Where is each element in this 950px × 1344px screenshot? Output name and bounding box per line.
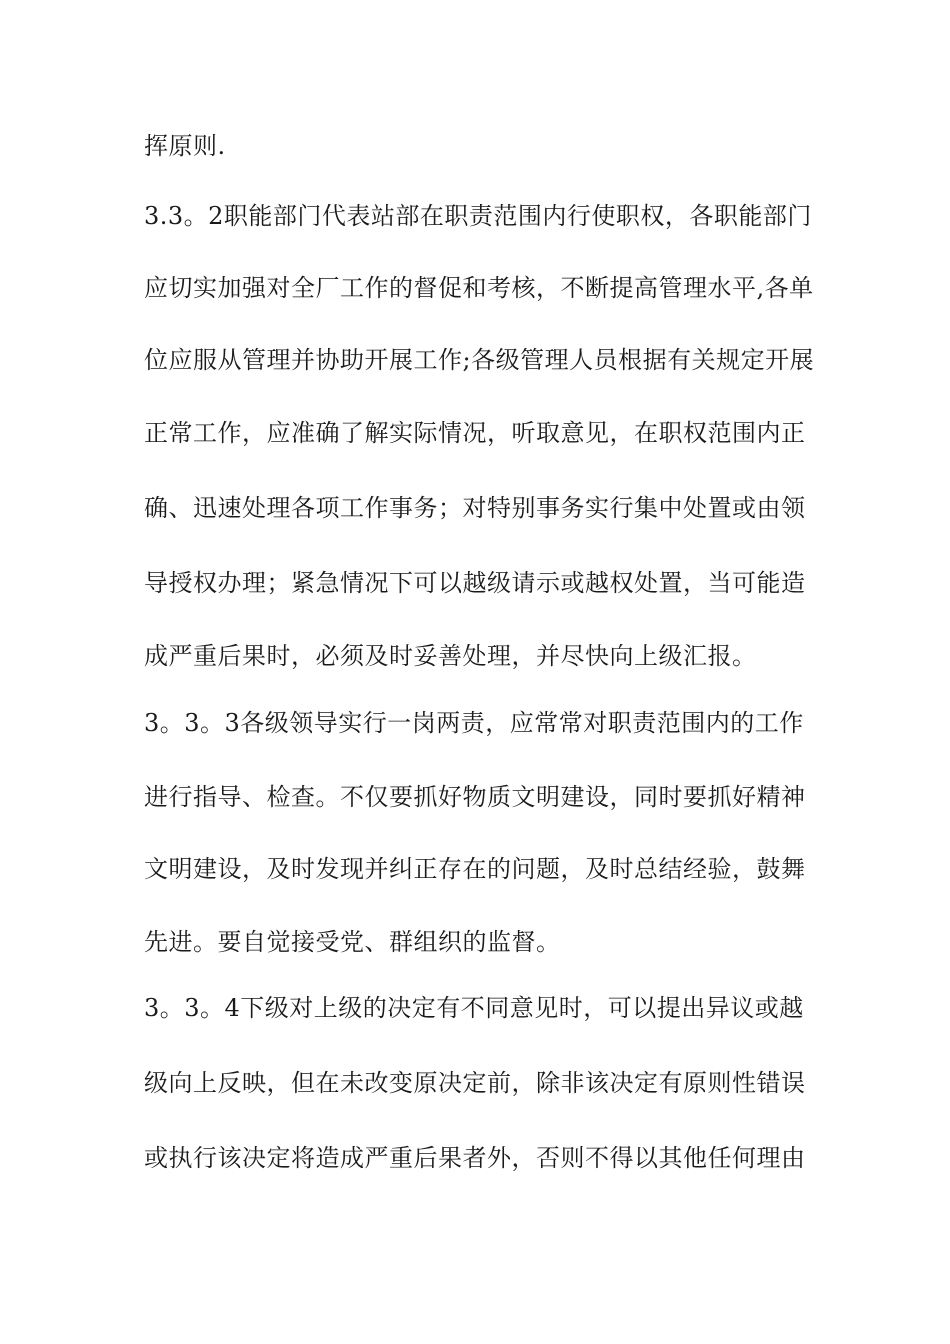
text-line-9: 3。3。3各级领导实行一岗两责，应常常对职责范围内的工作 (144, 709, 804, 737)
text-line-5: 正常工作，应准确了解实际情况，听取意见，在职权范围内正 (144, 419, 806, 447)
text-line-11: 文明建设，及时发现并纠正存在的问题，及时总结经验，鼓舞 (144, 855, 806, 883)
text-line-14: 级向上反映，但在未改变原决定前，除非该决定有原则性错误 (144, 1069, 806, 1097)
text-line-1: 挥原则. (144, 132, 226, 160)
text-line-12: 先进。要自觉接受党、群组织的监督。 (144, 928, 561, 956)
text-line-8: 成严重后果时，必须及时妥善处理，并尽快向上级汇报。 (144, 642, 757, 670)
text-line-15: 或执行该决定将造成严重后果者外，否则不得以其他任何理由 (144, 1144, 806, 1172)
text-line-13: 3。3。4下级对上级的决定有不同意见时，可以提出异议或越 (144, 994, 804, 1022)
text-line-4: 位应服从管理并协助开展工作;各级管理人员根据有关规定开展 (144, 346, 815, 374)
text-line-3: 应切实加强对全厂工作的督促和考核，不断提高管理水平,各单 (144, 274, 814, 302)
text-line-10: 进行指导、检查。不仅要抓好物质文明建设，同时要抓好精神 (144, 783, 806, 811)
text-line-6: 确、迅速处理各项工作事务；对特别事务实行集中处置或由领 (144, 494, 806, 522)
text-line-2: 3.3。2职能部门代表站部在职责范围内行使职权，各职能部门 (144, 202, 812, 230)
text-line-7: 导授权办理；紧急情况下可以越级请示或越权处置，当可能造 (144, 569, 806, 597)
